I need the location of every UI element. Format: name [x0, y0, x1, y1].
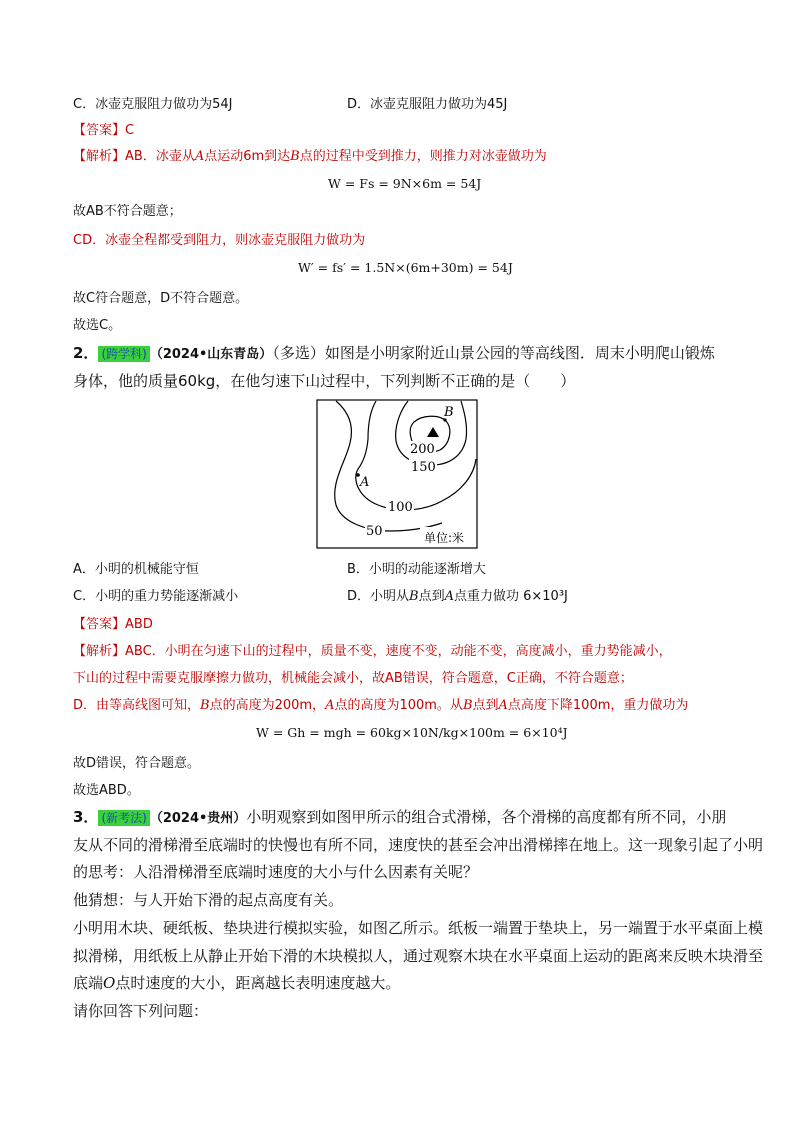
q3-stem-line2: 友从不同的滑梯滑至底端时的快慢也有所不同，速度快的甚至会冲出滑梯摔在地上。这一现象引起了小明: [73, 836, 764, 854]
formula-work-push: W = Fs = 9N×6m = 54J: [328, 176, 482, 191]
analysis-tag: 【解析】: [73, 644, 126, 659]
analysis-tag: 【解析】: [73, 149, 126, 164]
text: 点高度下降100m，重力做功为: [507, 698, 689, 713]
contour-label-100: 100: [388, 500, 413, 515]
text: ABC．小明在匀速下山的过程中，质量不变，速度不变，动能不变，高度减小，重力势能减小，: [125, 644, 672, 659]
answer-value: ABD: [125, 617, 153, 632]
q3-experiment-line3: [73, 973, 400, 993]
q3-stem-line1: [73, 807, 726, 829]
category-tag: (跨学科): [98, 346, 149, 362]
q2-stem-line1: [73, 343, 715, 365]
category-tag: (新考法): [98, 810, 149, 826]
q1-ab-conclusion: 故AB不符合题意；: [73, 204, 182, 219]
q1-answer: [73, 122, 134, 140]
q2-stem-line2: 身体，他的质量60kg，在他匀速下山过程中，下列判断不正确的是（ ）: [73, 372, 576, 390]
point-label: O: [103, 974, 116, 992]
point-label: A: [325, 698, 335, 713]
q3-prompt: 请你回答下列问题：: [73, 1002, 209, 1020]
answer-value: C: [125, 123, 135, 138]
q1-analysis-ab: [73, 148, 547, 166]
point-label: A: [194, 149, 205, 164]
q1-cd-conclusion: 故C符合题意，D不符合题意。: [73, 291, 249, 306]
answer-tag: 【答案】: [73, 617, 126, 632]
formula-gravity-work: W = Gh = mgh = 60kg×10N/kg×100m = 6×10⁴J: [256, 725, 568, 740]
text: 点到: [418, 589, 445, 604]
contour-label-50: 50: [366, 524, 383, 539]
point-label: B: [409, 589, 419, 604]
q2-option-a: A．小明的机械能守恒: [73, 562, 199, 577]
point-label: B: [200, 698, 210, 713]
text: 点时速度的大小，距离越长表明速度越大。: [115, 974, 401, 992]
text: 点的高度为200m，: [209, 698, 326, 713]
unit-label: 单位:米: [424, 531, 465, 545]
q3-guess: 他猜想：与人开始下滑的起点高度有关。: [73, 891, 344, 909]
q3-stem-line3: 的思考：人沿滑梯滑至底端时速度的大小与什么因素有关呢？: [73, 863, 479, 881]
text: 点运动6m到达: [204, 149, 291, 164]
q3-experiment-line2: 拟滑梯，用纸板上从静止开始下滑的木块模拟人，通过观察木块在水平桌面上运动的距离来反映木块滑至: [73, 947, 764, 965]
q2-option-c: C．小明的重力势能逐渐减小: [73, 589, 239, 604]
point-label: B: [290, 149, 300, 164]
text: 点到: [472, 698, 499, 713]
q2-answer: [73, 616, 153, 634]
q2-analysis-line2: 下山的过程中需要克服摩擦力做功，机械能会减小，故AB错误，符合题意，C正确，不符合题意；: [73, 671, 633, 686]
point-a-label: A: [360, 475, 370, 490]
answer-tag: 【答案】: [73, 123, 126, 138]
q2-analysis-line1: [73, 643, 672, 661]
text: D．小明从: [347, 589, 410, 604]
point-label: A: [498, 698, 508, 713]
contour-label-150: 150: [411, 460, 436, 475]
q1-option-c: C．冰壶克服阻力做功为54J: [73, 97, 233, 112]
question-source: （2024•山东青岛）: [149, 347, 273, 362]
q2-option-b: B．小明的动能逐渐增大: [347, 562, 486, 577]
contour-map: [316, 399, 478, 549]
text: 点的高度为100m。从: [334, 698, 463, 713]
point-b-label: B: [444, 405, 454, 420]
text: 点的过程中受到推力，则推力对冰壶做功为: [299, 149, 547, 164]
contour-label-200: 200: [410, 442, 435, 457]
text: 点重力做功 6×10³J: [453, 589, 568, 604]
question-number: 3．: [73, 808, 99, 826]
q3-experiment-line1: 小明用木块、硬纸板、垫块进行模拟实验，如图乙所示。纸板一端置于垫块上，另一端置于水平桌面上模: [73, 919, 764, 937]
q2-analysis-line3: [73, 697, 688, 715]
text: 小明观察到如图甲所示的组合式滑梯，各个滑梯的高度都有所不同，小朋: [246, 808, 727, 826]
text: AB．冰壶从: [125, 149, 195, 164]
question-source: （2024•贵州）: [149, 811, 247, 826]
q2-option-d: [347, 588, 568, 606]
q1-analysis-cd: CD．冰壶全程都受到阻力，则冰壶克服阻力做功为: [73, 233, 366, 248]
point-label: B: [462, 698, 473, 713]
text: 底端: [73, 974, 104, 992]
point-label: A: [444, 589, 454, 604]
formula-work-friction: W′ = fs′ = 1.5N×(6m+30m) = 54J: [298, 260, 513, 275]
q1-option-d: D．冰壶克服阻力做功为45J: [347, 97, 508, 112]
text: （多选）如图是小明家附近山景公园的等高线图．周末小明爬山锻炼: [272, 344, 715, 362]
q1-choose: 故选C。: [73, 318, 122, 333]
question-number: 2．: [73, 344, 99, 362]
q2-choose: 故选ABD。: [73, 783, 140, 798]
text: D．由等高线图可知，: [73, 698, 201, 713]
q2-conclusion: 故D错误，符合题意。: [73, 756, 201, 771]
